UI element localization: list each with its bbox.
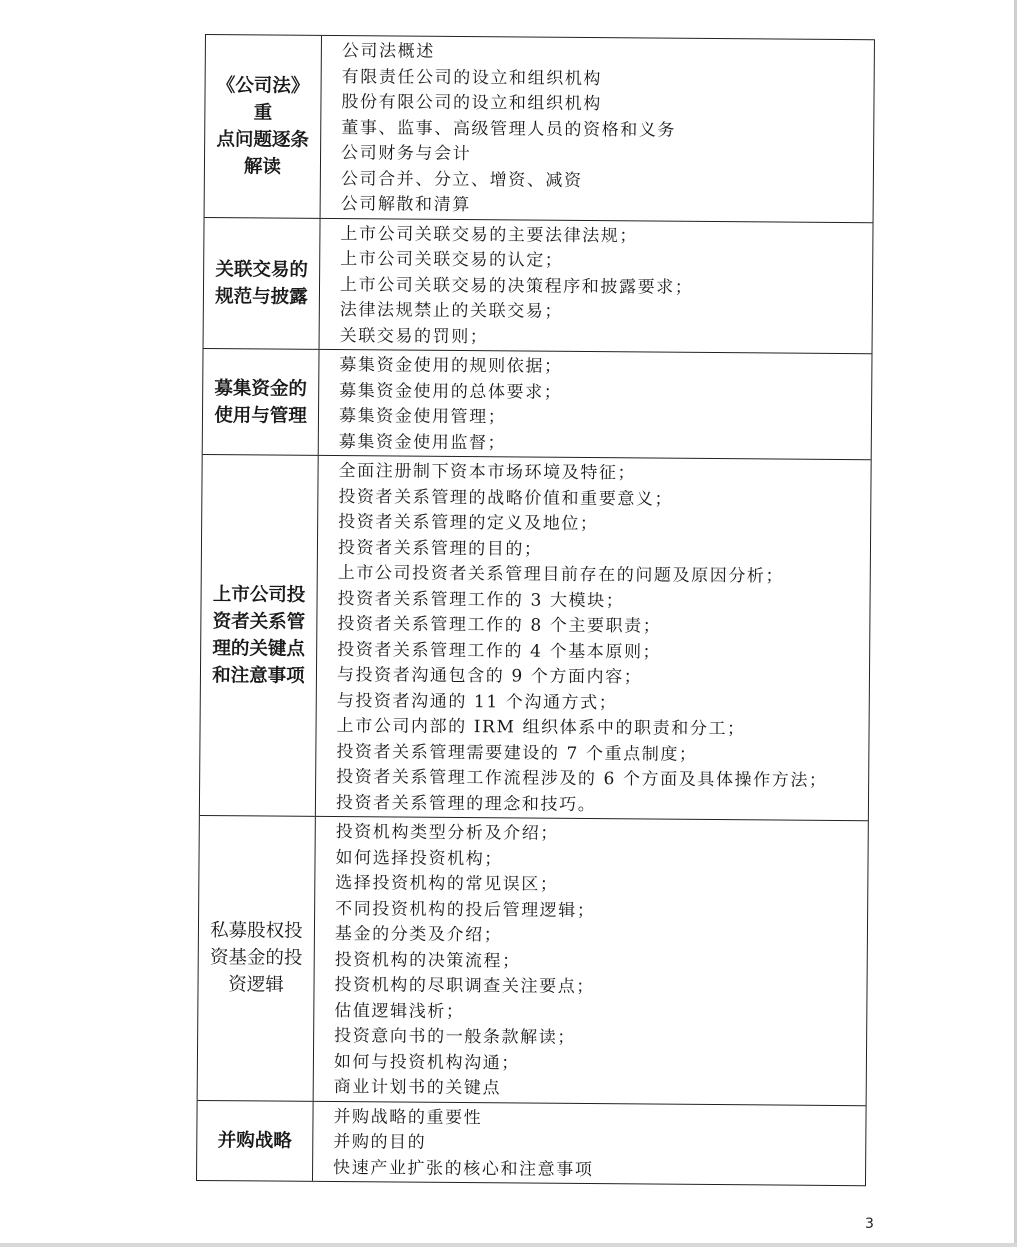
category-title-line: 资者关系管	[212, 611, 306, 633]
list-item: 投资者关系管理的战略价值和重要意义；	[338, 486, 674, 510]
list-item: 全面注册制下资本市场环境及特征；	[338, 461, 637, 484]
list-item: 上市公司关联交易的决策程序和披露要求；	[339, 274, 694, 298]
list-item: 投资机构的尽职调查关注要点；	[334, 975, 596, 998]
list-item: 与投资者沟通包含的 9 个方面内容；	[336, 665, 643, 688]
table-row-company-law	[205, 35, 874, 222]
category-title-line: 规范与披露	[215, 285, 308, 308]
list-item: 上市公司投资者关系管理目前存在的问题及原因分析；	[337, 563, 785, 587]
category-cell	[204, 218, 321, 349]
topic-list	[321, 36, 874, 222]
list-item: 投资者关系管理的理念和技巧。	[335, 792, 597, 815]
category-title-line: 资基金的投	[209, 947, 303, 970]
list-item: 公司解散和清算	[340, 194, 471, 216]
list-item: 有限责任公司的设立和组织机构	[341, 66, 603, 89]
list-item: 并购的目的	[333, 1132, 427, 1153]
category-title-line: 上市公司投	[212, 584, 306, 606]
list-item: 投资者关系管理工作的 3 大模块；	[337, 588, 625, 611]
course-table	[196, 34, 875, 1186]
topic-list	[314, 817, 868, 1105]
category-title-line: 《公司法》重	[216, 74, 310, 124]
list-item: 快速产业扩张的核心和注意事项	[333, 1157, 594, 1180]
list-item: 股份有限公司的设立和组织机构	[341, 92, 602, 115]
list-item: 公司法概述	[341, 41, 435, 62]
category-title-line: 私募股权投	[210, 920, 303, 943]
page-number: 3	[865, 1216, 874, 1232]
topic-list	[316, 456, 871, 820]
category-title-line: 关联交易的	[215, 258, 308, 281]
list-item: 法律法规禁止的关联交易；	[339, 300, 564, 322]
list-item: 商业计划书的关键点	[333, 1077, 502, 1099]
list-item: 关联交易的罚则；	[339, 325, 489, 347]
category-title-line: 募集资金的	[214, 377, 308, 400]
category-cell	[203, 349, 320, 455]
list-item: 投资者关系管理工作的 4 个基本原则；	[337, 639, 662, 663]
list-item: 公司财务与会计	[340, 143, 472, 165]
category-cell	[197, 1100, 314, 1180]
list-item: 募集资金使用监督；	[338, 431, 507, 453]
list-item: 募集资金使用的规则依据；	[339, 355, 563, 377]
list-item: 上市公司关联交易的认定；	[340, 249, 564, 271]
list-item: 投资者关系管理的定义及地位；	[338, 512, 599, 535]
category-title-line: 理的关键点	[212, 638, 306, 660]
list-item: 投资者关系管理工作的 8 个主要职责；	[337, 614, 662, 637]
list-item: 如何选择投资机构；	[335, 847, 504, 869]
list-item: 上市公司内部的 IRM 组织体系中的职责和分工；	[336, 716, 746, 740]
list-item: 选择投资机构的常见误区；	[335, 873, 559, 895]
category-cell	[200, 455, 319, 816]
category-title-line: 使用与管理	[214, 404, 307, 427]
category-title-line: 和注意事项	[212, 665, 305, 687]
table-row-private-equity	[198, 815, 868, 1105]
table-row-related-transactions	[204, 217, 873, 354]
list-item: 与投资者沟通的 11 个沟通方式；	[336, 690, 618, 713]
category-title-line: 并购战略	[217, 1129, 292, 1152]
topic-list	[319, 350, 872, 459]
list-item: 募集资金使用管理；	[338, 406, 507, 428]
category-title-line: 资逻辑	[228, 974, 284, 996]
table-row-investor-relations	[200, 454, 871, 820]
list-item: 不同投资机构的投后管理逻辑；	[335, 898, 596, 921]
list-item: 投资者关系管理的目的；	[337, 537, 543, 560]
list-item: 投资机构类型分析及介绍；	[335, 822, 560, 844]
category-title-line: 解读	[243, 156, 282, 178]
scan-edge-bottom	[0, 1243, 1017, 1247]
list-item: 估值逻辑浅析；	[334, 1000, 465, 1022]
category-title-line: 点问题逐条	[216, 128, 310, 151]
list-item: 公司合并、分立、增资、减资	[340, 168, 583, 191]
list-item: 投资者关系管理需要建设的 7 个重点制度；	[336, 741, 698, 765]
list-item: 并购战略的重要性	[333, 1106, 483, 1128]
list-item: 上市公司关联交易的主要法律法规；	[340, 223, 639, 246]
category-cell	[205, 35, 322, 217]
list-item: 基金的分类及介绍；	[334, 924, 503, 946]
table-row-raised-funds	[203, 348, 872, 459]
table-row-mergers	[197, 1099, 866, 1185]
list-item: 投资者关系管理工作流程涉及的 6 个方面及具体操作方法；	[336, 767, 828, 791]
topic-list	[320, 218, 873, 353]
topic-list	[313, 1101, 866, 1185]
list-item: 董事、监事、高级管理人员的资格和义务	[341, 117, 677, 141]
list-item: 募集资金使用的总体要求；	[339, 380, 563, 403]
category-cell	[198, 816, 316, 1100]
list-item: 投资机构的决策流程；	[334, 949, 521, 972]
list-item: 如何与投资机构沟通；	[333, 1051, 521, 1074]
list-item: 投资意向书的一般条款解读；	[334, 1026, 577, 1048]
